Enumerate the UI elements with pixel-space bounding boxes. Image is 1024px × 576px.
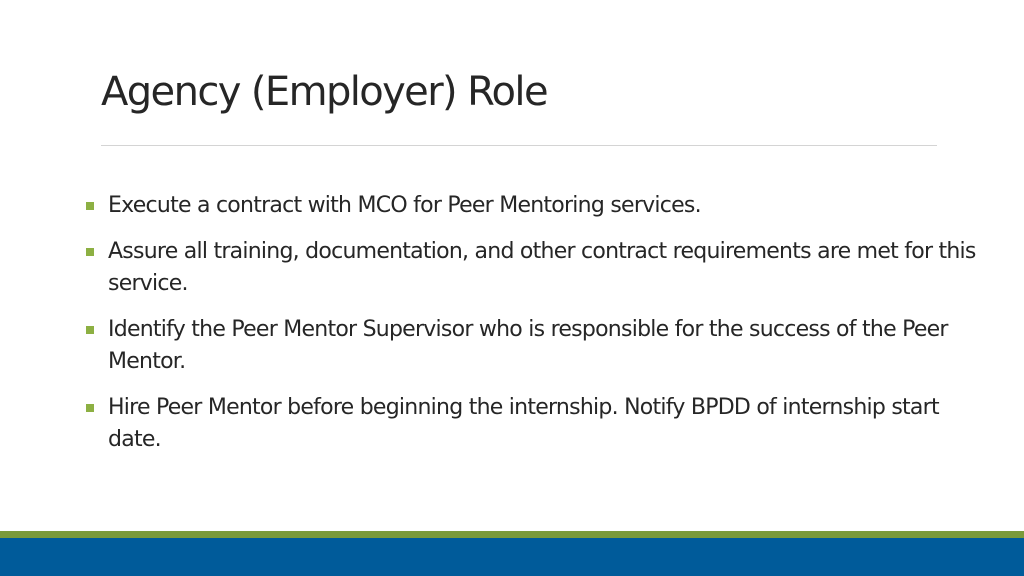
square-bullet-icon [86,202,94,210]
footer-green-stripe [0,531,1024,538]
title-divider [101,145,937,146]
bullet-list [86,190,986,470]
square-bullet-icon [86,326,94,334]
footer-blue-band [0,538,1024,576]
list-item [86,190,986,222]
bullet-text: Execute a contract with MCO for Peer Mentoring services. [108,193,701,218]
list-item [86,314,986,378]
list-item [86,392,986,456]
slide-title: Agency (Employer) Role [101,69,547,115]
square-bullet-icon [86,248,94,256]
bullet-text: Assure all training, documentation, and other contract requirements are met for this service. [108,239,976,296]
bullet-text: Identify the Peer Mentor Supervisor who is responsible for the success of the Peer Mentor. [108,317,948,374]
square-bullet-icon [86,404,94,412]
bullet-text: Hire Peer Mentor before beginning the internship. Notify BPDD of internship start date. [108,395,939,452]
list-item [86,236,986,300]
